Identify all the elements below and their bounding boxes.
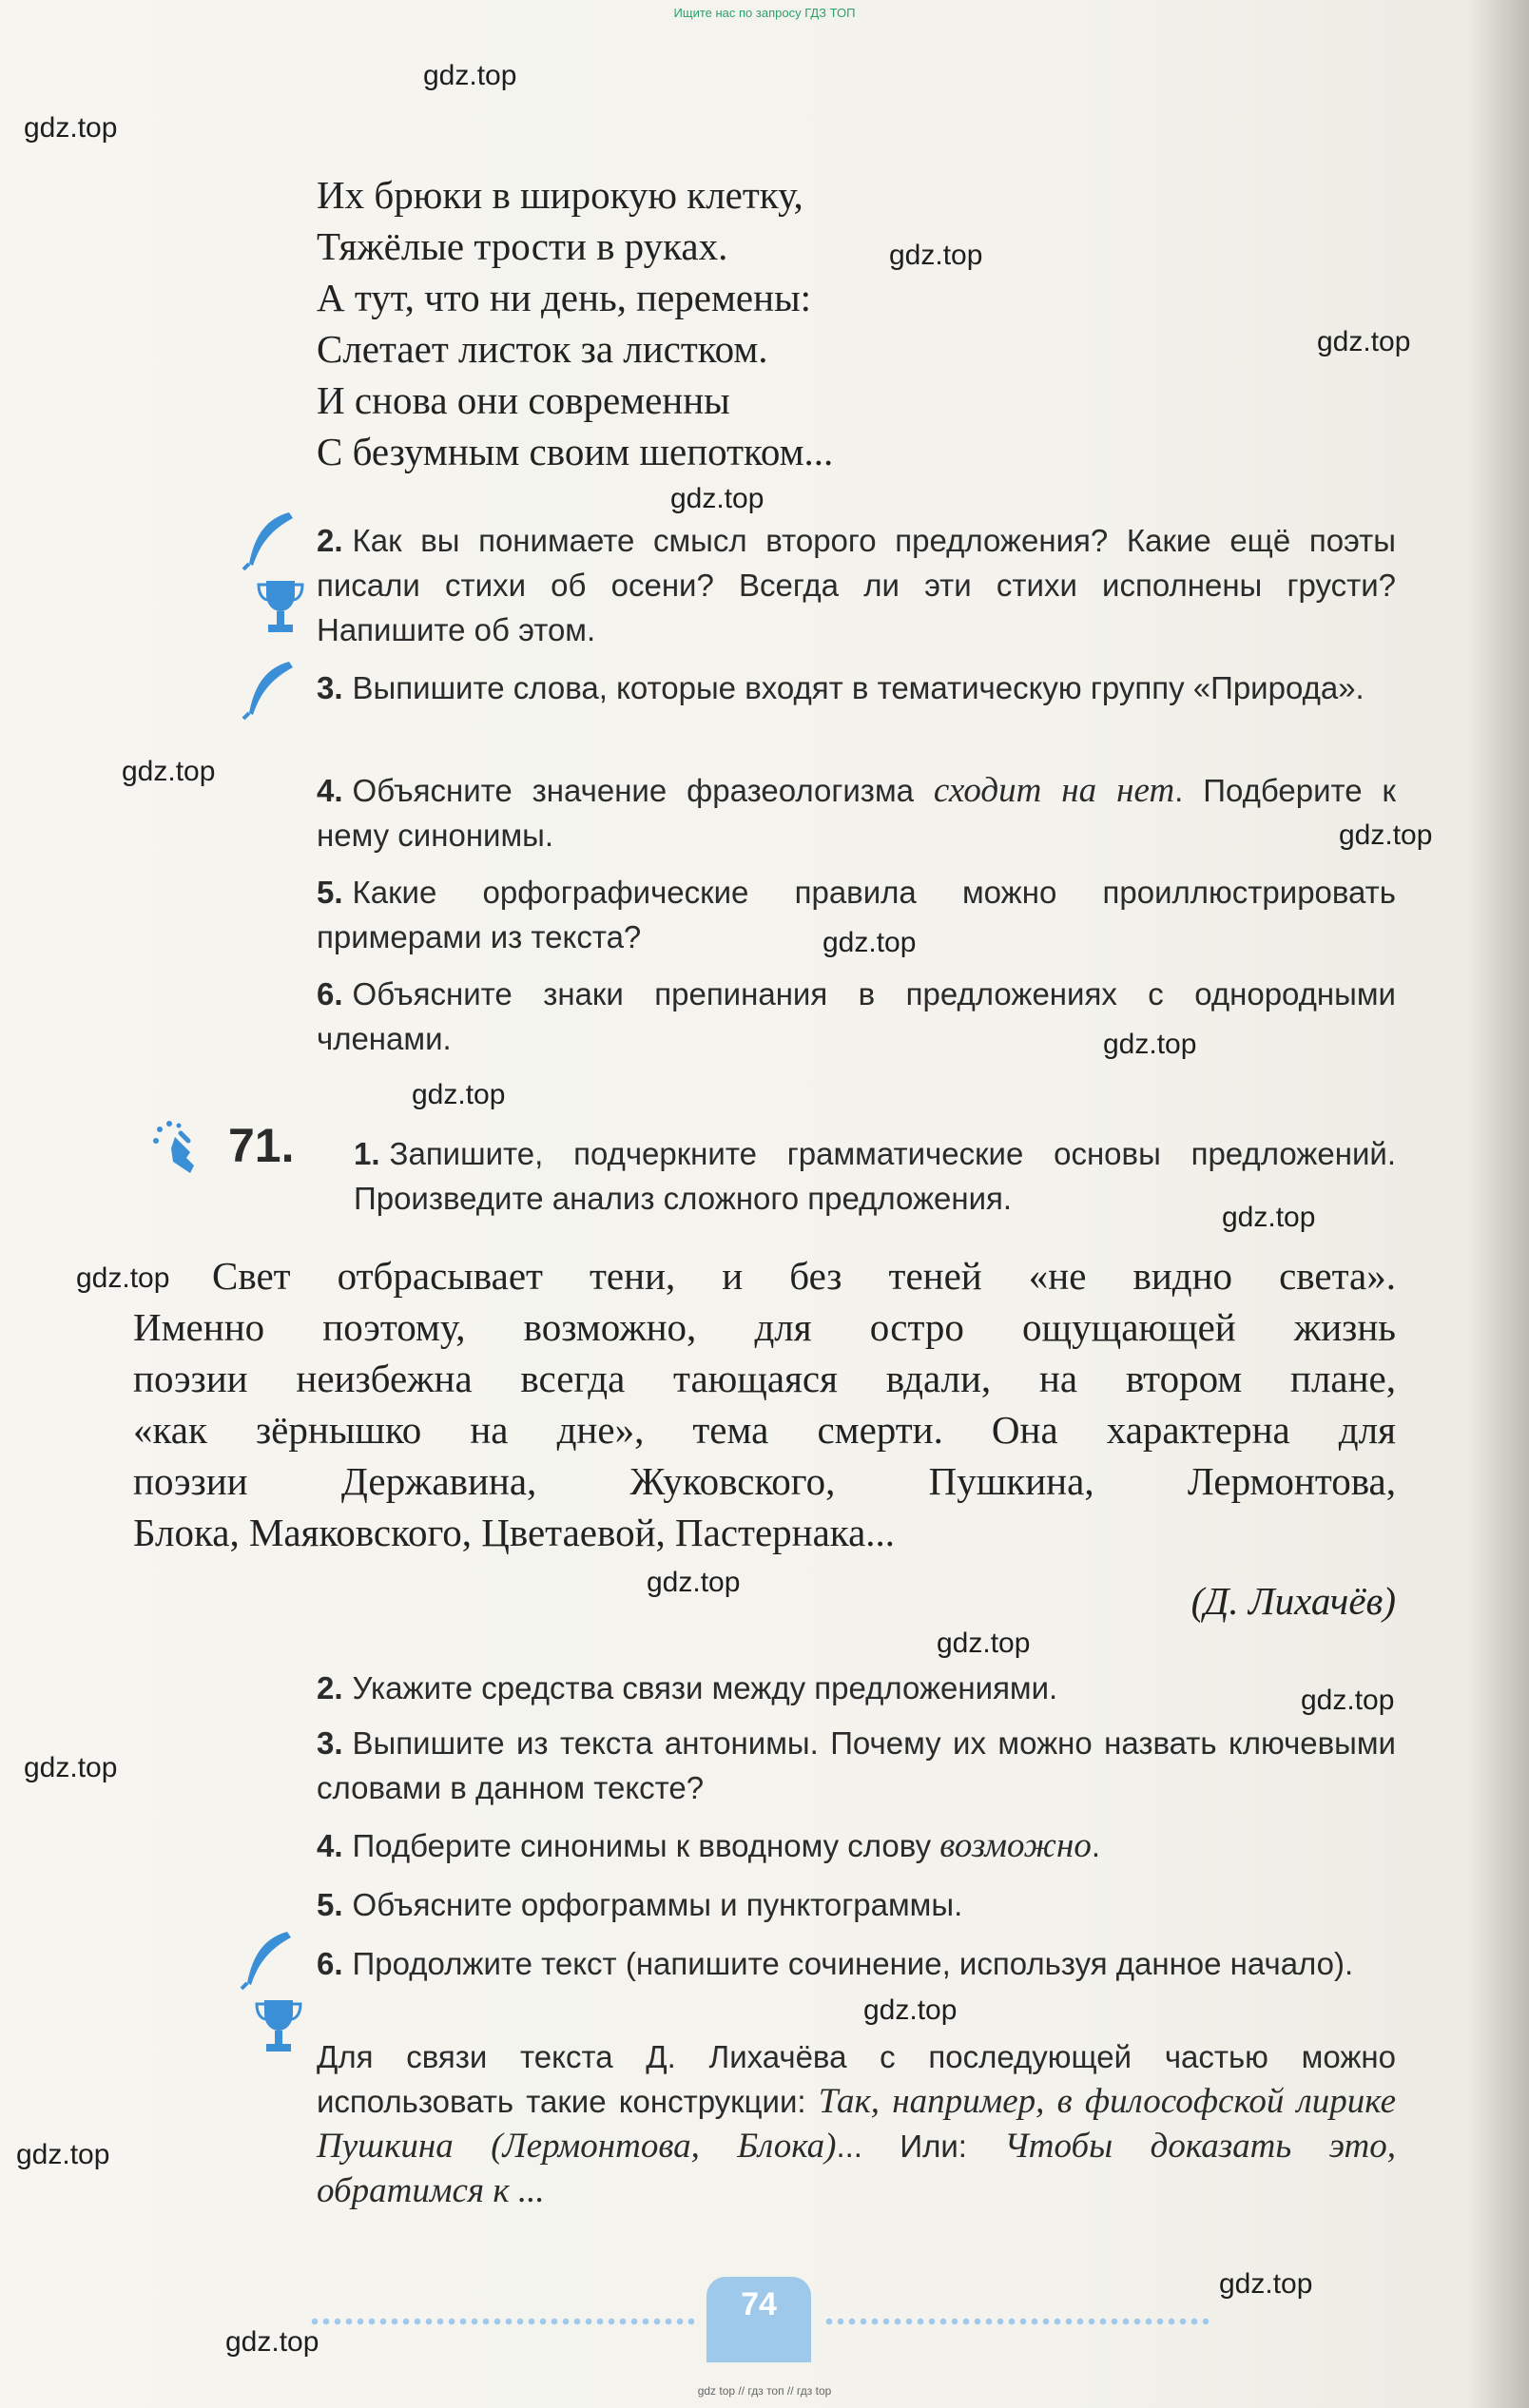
poem-line: А тут, что ни день, перемены: bbox=[317, 276, 812, 319]
watermark: gdz.top bbox=[24, 112, 118, 144]
watermark: gdz.top bbox=[16, 2139, 110, 2170]
exercise-task-2: 2. Укажите средства связи между предложениями. bbox=[317, 1670, 1058, 1705]
bottom-banner: gdz top // гдз топ // гдз top bbox=[697, 2384, 832, 2398]
watermark: gdz.top bbox=[1103, 1029, 1197, 1060]
exercise-hint: Для связи текста Д. Лихачёва с последующей частью можно использовать такие конструкции: Так, например, в философской лирике Пушкина (Лермонтова, Блока)... Или: Чтобы доказать это, обратимся к ... bbox=[317, 2039, 1397, 2210]
task-3: 3. Выпишите слова, которые входят в тематическую группу «Природа». bbox=[317, 670, 1364, 705]
watermark: gdz.top bbox=[670, 483, 764, 514]
pointing-hand-icon bbox=[152, 1120, 209, 1177]
feather-pen-icon bbox=[240, 658, 297, 721]
prose-line: поэзии Державина, Жуковского, Пушкина, Лермонтова, bbox=[133, 1459, 1396, 1503]
exercise-task-6: 6. Продолжите текст (напишите сочинение, используя данное начало). bbox=[317, 1946, 1354, 1981]
poem-block bbox=[317, 169, 1401, 477]
prose-line: поэзии неизбежна всегда тающаяся вдали, на втором плане, bbox=[133, 1357, 1396, 1400]
watermark: gdz.top bbox=[647, 1567, 741, 1598]
poem-line: Слетает листок за листком. bbox=[317, 327, 768, 371]
prose-line: Именно поэтому, возможно, для остро ощущающей жизнь bbox=[133, 1305, 1396, 1349]
trophy-icon bbox=[255, 1996, 302, 2059]
exercise-task-5: 5. Объясните орфограммы и пунктограммы. bbox=[317, 1887, 963, 1922]
exercise-task-1: 1. Запишите, подчеркните грамматические основы предложений. Произведите анализ сложного предложения. bbox=[354, 1136, 1396, 1216]
task-5: 5. Какие орфографические правила можно проиллюстрировать примерами из текста? bbox=[317, 875, 1396, 954]
watermark: gdz.top bbox=[823, 927, 917, 958]
prose-line: Блока, Маяковского, Цветаевой, Пастернака... bbox=[133, 1511, 896, 1554]
exercise-task-4: 4. Подберите синонимы к вводному слову возможно. bbox=[317, 1826, 1100, 1865]
page-number: 74 bbox=[741, 2286, 777, 2322]
exercise-task-3: 3. Выпишите из текста антонимы. Почему их можно назвать ключевыми словами в данном тексте? bbox=[317, 1725, 1396, 1805]
prose-line: «как зёрнышко на дне», тема смерти. Она характерна для bbox=[133, 1408, 1396, 1452]
watermark: gdz.top bbox=[1301, 1685, 1395, 1716]
prose-text bbox=[133, 1250, 1396, 1558]
poem-line: Их брюки в широкую клетку, bbox=[317, 173, 803, 217]
exercise-number: 71. bbox=[228, 1119, 295, 1172]
watermark: gdz.top bbox=[423, 60, 517, 91]
trophy-icon bbox=[257, 577, 304, 640]
watermark: gdz.top bbox=[76, 1262, 170, 1294]
footer-dots-right bbox=[823, 2318, 1209, 2325]
watermark: gdz.top bbox=[122, 756, 216, 787]
feather-pen-icon bbox=[240, 509, 297, 571]
watermark: gdz.top bbox=[889, 240, 983, 271]
poem-line: С безумным своим шепотком... bbox=[317, 430, 834, 473]
feather-pen-icon bbox=[238, 1928, 295, 1991]
poem-line: Тяжёлые трости в руках. bbox=[317, 224, 728, 268]
watermark: gdz.top bbox=[1222, 1202, 1316, 1233]
poem-line: И снова они современны bbox=[317, 378, 730, 422]
footer-dots-left bbox=[309, 2318, 694, 2325]
watermark: gdz.top bbox=[863, 1994, 958, 2026]
watermark: gdz.top bbox=[1317, 326, 1411, 357]
watermark: gdz.top bbox=[1339, 819, 1433, 851]
task-2: 2. Как вы понимаете смысл второго предложения? Какие ещё поэты писали стихи об осени? Всегда ли эти стихи исполнены грусти? Напишите об этом. bbox=[317, 523, 1396, 647]
watermark: gdz.top bbox=[1219, 2268, 1313, 2300]
watermark: gdz.top bbox=[225, 2326, 319, 2358]
prose-line: Свет отбрасывает тени, и без теней «не видно света». bbox=[212, 1254, 1396, 1298]
watermark: gdz.top bbox=[24, 1752, 118, 1783]
watermark: gdz.top bbox=[937, 1628, 1031, 1659]
task-6: 6. Объясните знаки препинания в предложениях с однородными членами. bbox=[317, 976, 1396, 1056]
author-attribution: (Д. Лихачёв) bbox=[1190, 1579, 1396, 1623]
task-4: 4. Объясните значение фразеологизма сходит на нет. Подберите к нему синонимы. bbox=[317, 771, 1396, 853]
top-banner: Ищите нас по запросу ГДЗ ТОП bbox=[673, 6, 856, 20]
watermark: gdz.top bbox=[412, 1079, 506, 1110]
